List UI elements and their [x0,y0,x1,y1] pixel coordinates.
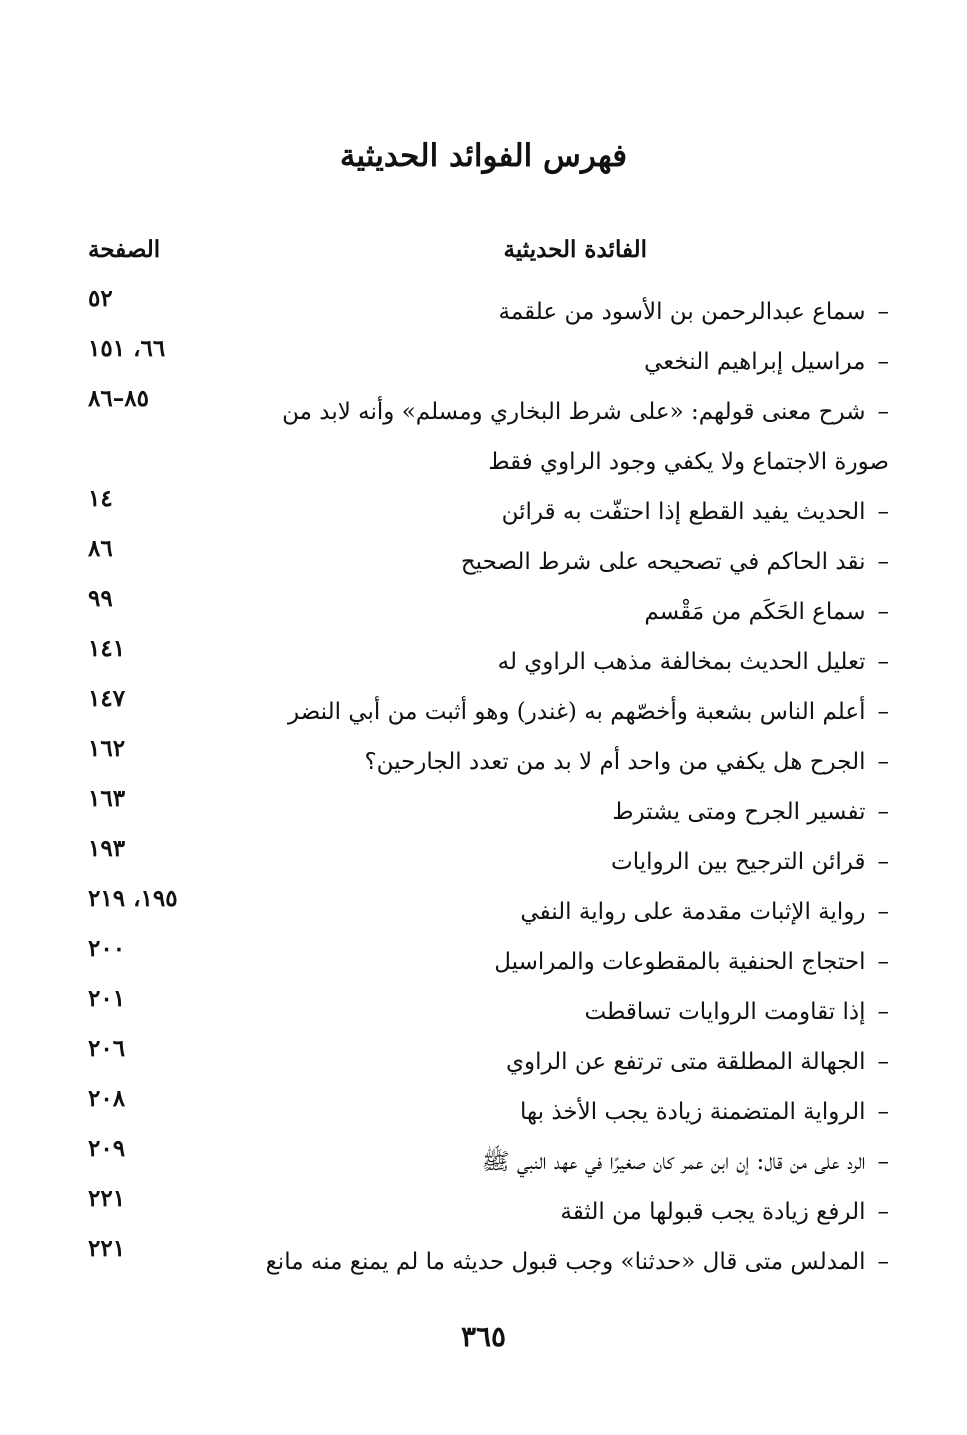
entry-text: تفسير الجرح ومتى يشترط [612,799,866,825]
entry-dash: – [877,949,889,975]
index-entry [0,983,967,1033]
entry-page-ref: ٢٢١ [88,1235,126,1262]
entry-text: مراسيل إبراهيم النخعي [644,349,866,375]
entry-page-ref: ٨٥–٨٦ [88,385,149,412]
entry-text: الجهالة المطلقة متى ترتفع عن الراوي [505,1049,866,1075]
entry-dash: – [877,1199,889,1225]
entry-dash: – [877,749,889,775]
entry-text: رواية الإثبات مقدمة على رواية النفي [520,899,866,925]
index-entry [0,483,967,533]
entry-dash: – [877,999,889,1025]
entry-page-ref: ٢٠٠ [88,935,126,962]
entry-text: المدلس متى قال «حدثنا» وجب قبول حديثه ما لم يمنع منه مانع [265,1249,866,1275]
index-entry [0,833,967,883]
index-entry [0,1133,967,1183]
entry-dash: – [877,799,889,825]
entry-text: أعلم الناس بشعبة وأخصّهم به (غندر) وهو أثبت من أبي النضر [288,699,866,725]
index-entry [0,1233,967,1283]
entry-text: الرفع زيادة يجب قبولها من الثقة [560,1199,866,1225]
entry-dash: – [877,599,889,625]
index-entry [0,883,967,933]
entry-page-ref: ٩٩ [88,585,113,612]
index-entry [0,733,967,783]
entry-text: تعليل الحديث بمخالفة مذهب الراوي له [497,649,866,675]
entry-dash: – [877,1049,889,1075]
entry-page-ref: ٢٠٨ [88,1085,126,1112]
entry-dash: – [877,1149,889,1175]
entry-dash: – [877,349,889,375]
page-number: ٣٦٥ [460,1320,507,1353]
entry-dash: – [877,1099,889,1125]
index-entry [0,783,967,833]
entry-dash: – [877,899,889,925]
entry-page-ref: ١٦٣ [88,785,126,812]
entry-text: قرائن الترجيح بين الروايات [611,849,866,875]
entry-text: الرد على من قال: إن ابن عمر كان صغيرًا في عهد النبي ﷺ [481,1149,866,1175]
entry-dash: – [877,549,889,575]
entry-dash: – [877,849,889,875]
entry-text: سماع عبدالرحمن بن الأسود من علقمة [498,299,866,325]
entry-dash: – [877,699,889,725]
entry-page-ref: ٨٦ [88,535,113,562]
index-entry [0,1083,967,1133]
index-entry [0,633,967,683]
entry-text: الحديث يفيد القطع إذا احتفّت به قرائن [501,499,866,525]
page-column-header: الصفحة [88,236,161,263]
entry-dash: – [877,1249,889,1275]
index-entry [0,1033,967,1083]
topic-column-header: الفائدة الحديثية [503,236,647,263]
index-entry [0,383,967,483]
entry-text: سماع الحَكَم من مَقْسم [644,599,866,625]
index-entry [0,283,967,333]
entry-dash: – [877,399,889,425]
entry-dash: – [877,299,889,325]
entry-page-ref: ٦٦، ١٥١ [88,335,166,362]
index-entry [0,583,967,633]
entry-page-ref: ١٤١ [88,635,126,662]
entry-page-ref: ١٩٣ [88,835,126,862]
table-header [0,236,967,276]
entry-text: إذا تقاومت الروايات تساقطت [584,999,866,1025]
index-entry [0,533,967,583]
entry-page-ref: ١٦٢ [88,735,126,762]
index-entry [0,333,967,383]
entry-text: احتجاج الحنفية بالمقطوعات والمراسيل [494,949,866,975]
entry-page-ref: ٢٠٦ [88,1035,126,1062]
index-entries [0,283,967,1283]
entry-page-ref: ١٩٥، ٢١٩ [88,885,178,912]
entry-dash: – [877,649,889,675]
page-title: فهرس الفوائد الحديثية [339,138,628,174]
index-entry [0,933,967,983]
entry-dash: – [877,499,889,525]
entry-text: نقد الحاكم في تصحيحه على شرط الصحيح [460,549,866,575]
entry-page-ref: ١٤ [88,485,113,512]
entry-text: شرح معنى قولهم: «على شرط البخاري ومسلم» وأنه لابد من صورة الاجتماع ولا يكفي وجود الراوي فقط [282,399,889,475]
entry-page-ref: ٢٠٩ [88,1135,126,1162]
index-entry [0,1183,967,1233]
entry-page-ref: ٥٢ [88,285,113,312]
entry-page-ref: ١٤٧ [88,685,126,712]
entry-text: الجرح هل يكفي من واحد أم لا بد من تعدد الجارحين؟ [364,749,866,775]
entry-page-ref: ٢٠١ [88,985,126,1012]
entry-page-ref: ٢٢١ [88,1185,126,1212]
index-entry [0,683,967,733]
entry-text: الرواية المتضمنة زيادة يجب الأخذ بها [520,1099,866,1125]
